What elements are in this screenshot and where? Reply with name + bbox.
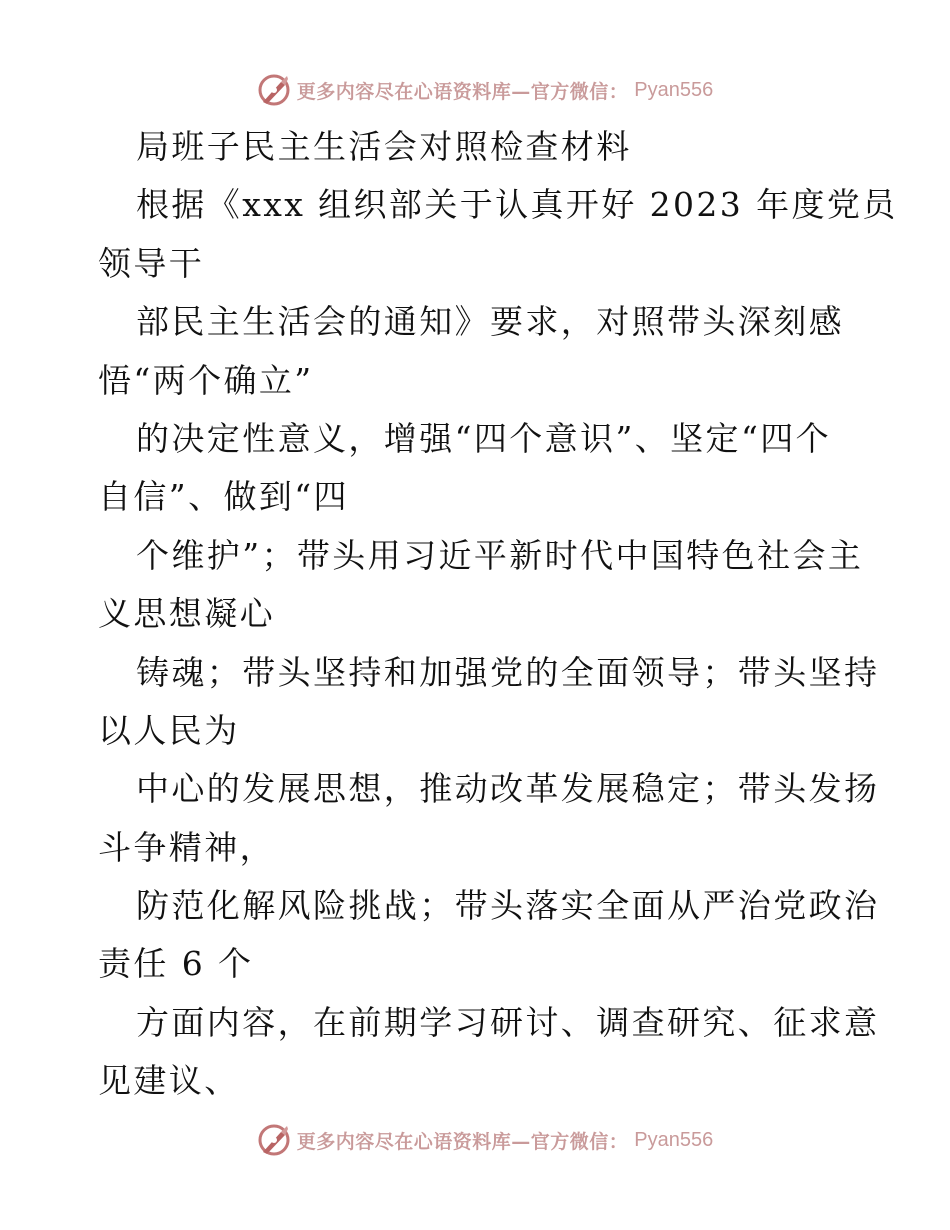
text-line: 悟“两个确立” — [98, 360, 314, 400]
watermark-text: 更多内容尽在心语资料库—官方微信： — [296, 1130, 629, 1153]
text-line: 斗争精神， — [98, 827, 275, 867]
text-line: 根据《xxx 组织部关于认真开好 2023 年度党员 — [136, 185, 898, 225]
text-line: 义思想凝心 — [98, 594, 275, 634]
header-watermark — [0, 68, 950, 112]
document-body — [98, 118, 898, 1111]
quill-pen-logo-icon — [257, 1123, 291, 1157]
text-line: 部民主生活会的通知》要求，对照带头深刻感 — [136, 302, 844, 342]
watermark-group — [257, 73, 713, 107]
text-line: 中心的发展思想，推动改革发展稳定；带头发扬 — [136, 769, 880, 809]
text-line: 防范化解风险挑战；带头落实全面从严治党政治 — [136, 886, 880, 926]
watermark-wechat-id: Pyan556 — [634, 78, 714, 101]
watermark-wechat-id: Pyan556 — [634, 1128, 714, 1151]
text-line: 的决定性意义，增强“四个意识”、坚定“四个 — [136, 418, 832, 458]
footer-watermark — [0, 1118, 950, 1162]
text-line: 方面内容，在前期学习研讨、调查研究、征求意 — [136, 1002, 880, 1042]
text-line: 局班子民主生活会对照检查材料 — [136, 127, 632, 166]
text-line: 责任 6 个 — [98, 944, 254, 984]
text-line: 自信”、做到“四 — [98, 477, 349, 517]
watermark-text: 更多内容尽在心语资料库—官方微信： — [296, 80, 629, 103]
text-line: 铸魂；带头坚持和加强党的全面领导；带头坚持 — [136, 652, 880, 692]
text-line: 以人民为 — [98, 710, 240, 750]
quill-pen-logo-icon — [257, 73, 291, 107]
text-line: 领导干 — [98, 243, 205, 283]
text-line: 见建议、 — [98, 1061, 240, 1101]
text-line: 个维护”；带头用习近平新时代中国特色社会主 — [136, 535, 864, 575]
watermark-group — [257, 1123, 713, 1157]
